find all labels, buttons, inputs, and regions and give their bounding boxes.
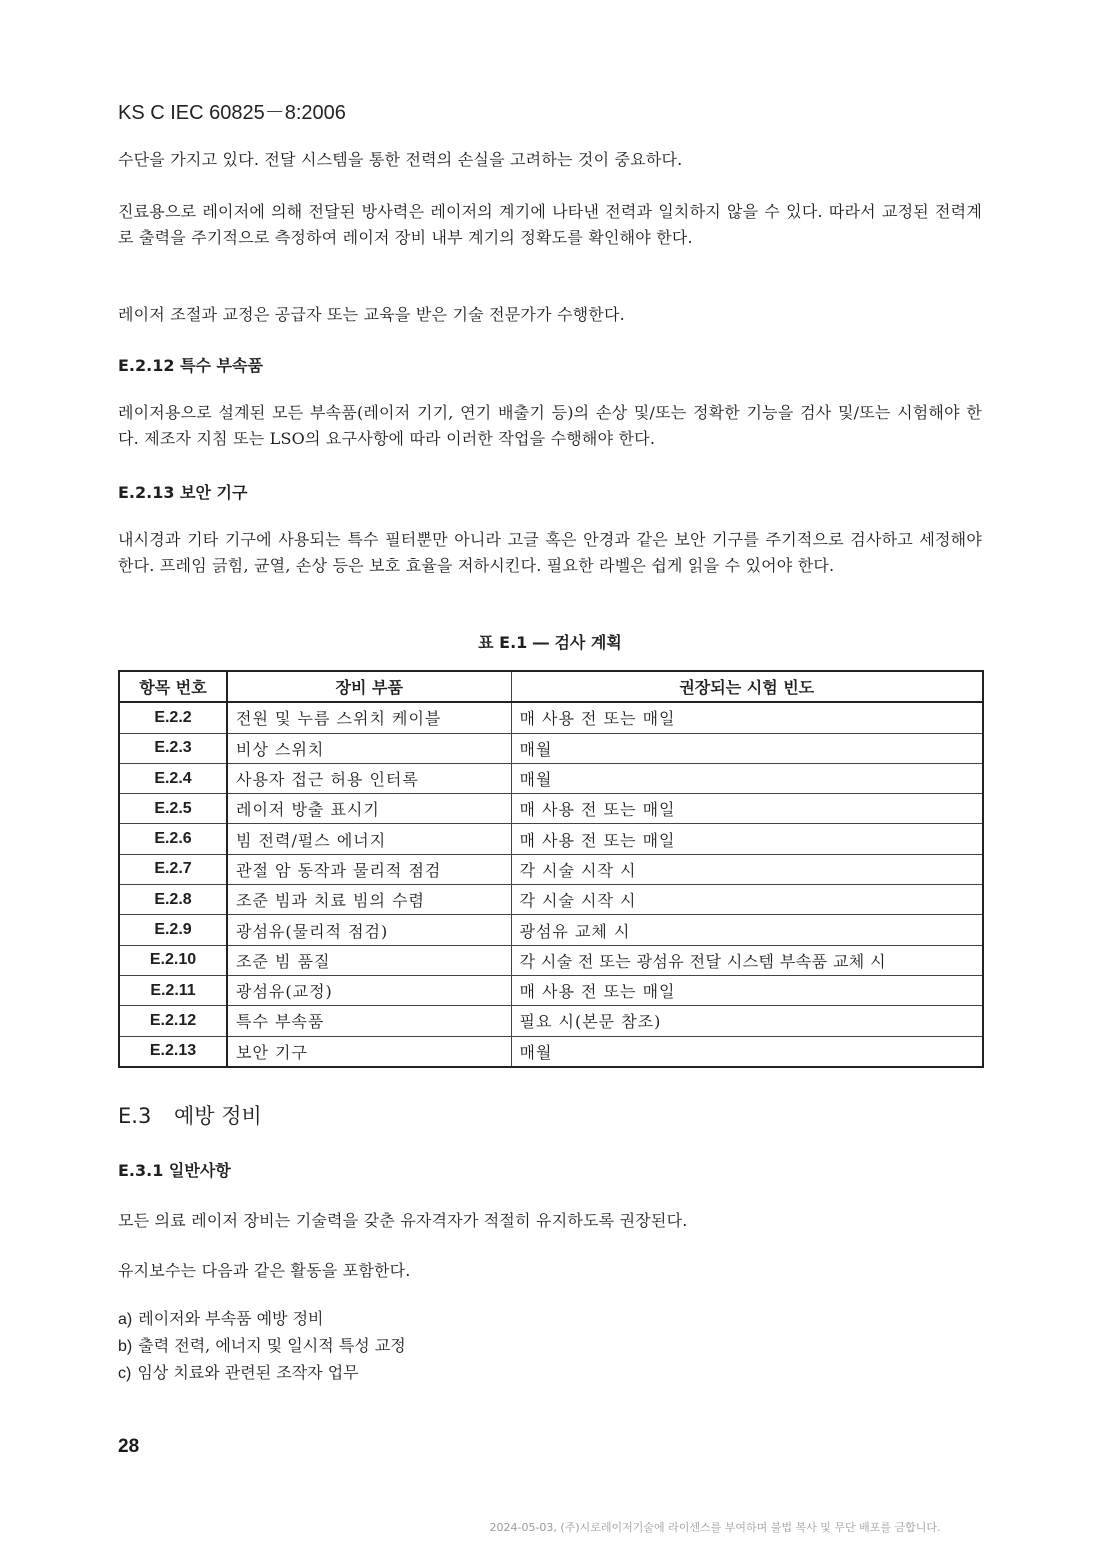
- test-frequency-cell: 광섬유 교체 시: [511, 915, 983, 945]
- column-header-item: 항목 번호: [119, 671, 227, 702]
- table-row: [119, 885, 983, 915]
- item-number-cell: E.2.11: [119, 975, 227, 1005]
- page-number: 28: [118, 1436, 140, 1457]
- list-item: [118, 1360, 406, 1387]
- table-row: [119, 763, 983, 793]
- list-item-text: 출력 전력, 에너지 및 일시적 특성 교정: [138, 1336, 406, 1355]
- test-frequency-cell: 각 시술 시작 시: [511, 854, 983, 884]
- table-row: [119, 733, 983, 763]
- paragraph-5: 내시경과 기타 기구에 사용되는 특수 필터뿐만 아니라 고글 혹은 안경과 같은 보안 기구를 주기적으로 검사하고 세정해야 한다. 프레임 긁힘, 균열, 손상 등은 보호 효율을 저하시킨다. 필요한 라벨은 쉽게 읽을 수 있어야 한다.: [118, 530, 982, 575]
- test-frequency-cell: 각 시술 전 또는 광섬유 전달 시스템 부속품 교체 시: [511, 945, 983, 975]
- equipment-part-cell: 빔 전력/펄스 에너지: [227, 824, 511, 854]
- equipment-part-cell: 사용자 접근 허용 인터록: [227, 763, 511, 793]
- table-row: [119, 975, 983, 1005]
- section-title: 예방 정비: [174, 1104, 262, 1128]
- paragraph-1: 수단을 가지고 있다. 전달 시스템을 통한 전력의 손실을 고려하는 것이 중요하다.: [118, 150, 683, 169]
- equipment-part-cell: 조준 빔과 치료 빔의 수렴: [227, 885, 511, 915]
- table-row: [119, 824, 983, 854]
- test-frequency-cell: 필요 시(본문 참조): [511, 1006, 983, 1036]
- paragraph-3: 레이저 조절과 교정은 공급자 또는 교육을 받은 기술 전문가가 수행한다.: [118, 305, 625, 324]
- list-item: [118, 1333, 406, 1360]
- item-number-cell: E.2.6: [119, 824, 227, 854]
- paragraph-6: 모든 의료 레이저 장비는 기술력을 갖춘 유자격자가 적절히 유지하도록 권장된다.: [118, 1211, 688, 1230]
- license-footer: [0, 1519, 1100, 1535]
- subsection-heading-e31: [118, 1158, 231, 1181]
- license-footer-text: 2024-05-03, (주)시로레이저기술에 라이센스를 부여하며 불법 복사 및 무단 배포를 금합니다.: [489, 1521, 941, 1534]
- activity-list: [118, 1306, 406, 1387]
- item-number-cell: E.2.4: [119, 763, 227, 793]
- paragraph-7: 유지보수는 다음과 같은 활동을 포함한다.: [118, 1261, 411, 1280]
- list-item: [118, 1306, 406, 1333]
- table-row: [119, 915, 983, 945]
- item-number-cell: E.2.3: [119, 733, 227, 763]
- equipment-part-cell: 광섬유(물리적 점검): [227, 915, 511, 945]
- column-header-frequency: 권장되는 시험 빈도: [511, 671, 983, 702]
- test-frequency-cell: 매 사용 전 또는 매일: [511, 975, 983, 1005]
- inspection-plan-table: [118, 670, 984, 1068]
- equipment-part-cell: 비상 스위치: [227, 733, 511, 763]
- equipment-part-cell: 조준 빔 품질: [227, 945, 511, 975]
- subsection-heading-e213: E.2.13 보안 기구: [118, 483, 248, 502]
- list-marker: b): [118, 1338, 133, 1355]
- list-marker: c): [118, 1365, 132, 1382]
- item-number-cell: E.2.7: [119, 854, 227, 884]
- document-id-header: KS C IEC 60825－8:2006: [118, 102, 346, 124]
- table-row: [119, 702, 983, 733]
- list-marker: a): [118, 1311, 133, 1328]
- test-frequency-cell: 매 사용 전 또는 매일: [511, 702, 983, 733]
- column-header-part: 장비 부품: [227, 671, 511, 702]
- test-frequency-cell: 매 사용 전 또는 매일: [511, 794, 983, 824]
- table-caption: 표 E.1 ― 검사 계획: [478, 633, 622, 652]
- table-header-row: [119, 671, 983, 702]
- equipment-part-cell: 특수 부속품: [227, 1006, 511, 1036]
- item-number-cell: E.2.10: [119, 945, 227, 975]
- test-frequency-cell: 매월: [511, 1036, 983, 1067]
- equipment-part-cell: 보안 기구: [227, 1036, 511, 1067]
- table-row: [119, 794, 983, 824]
- item-number-cell: E.2.8: [119, 885, 227, 915]
- subsection-heading-e31-text: E.3.1 일반사항: [118, 1161, 231, 1180]
- test-frequency-cell: 매월: [511, 733, 983, 763]
- subsection-heading-e212: E.2.12 특수 부속품: [118, 356, 263, 375]
- paragraph-2: 진료용으로 레이저에 의해 전달된 방사력은 레이저의 계기에 나타낸 전력과 일치하지 않을 수 있다. 따라서 교정된 전력계로 출력을 주기적으로 측정하여 레이저 장비 내부 계기의 정확도를 확인해야 한다.: [118, 202, 982, 247]
- item-number-cell: E.2.12: [119, 1006, 227, 1036]
- test-frequency-cell: 각 시술 시작 시: [511, 885, 983, 915]
- section-heading-e3: [118, 1100, 262, 1130]
- equipment-part-cell: 광섬유(교정): [227, 975, 511, 1005]
- test-frequency-cell: 매 사용 전 또는 매일: [511, 824, 983, 854]
- item-number-cell: E.2.13: [119, 1036, 227, 1067]
- table-row: [119, 854, 983, 884]
- section-number: E.3: [118, 1104, 152, 1128]
- table-row: [119, 1006, 983, 1036]
- item-number-cell: E.2.9: [119, 915, 227, 945]
- equipment-part-cell: 전원 및 누름 스위치 케이블: [227, 702, 511, 733]
- equipment-part-cell: 레이저 방출 표시기: [227, 794, 511, 824]
- equipment-part-cell: 관절 암 동작과 물리적 점검: [227, 854, 511, 884]
- item-number-cell: E.2.5: [119, 794, 227, 824]
- list-item-text: 임상 치료와 관련된 조작자 업무: [137, 1363, 359, 1382]
- test-frequency-cell: 매월: [511, 763, 983, 793]
- list-item-text: 레이저와 부속품 예방 정비: [138, 1309, 324, 1328]
- table-row: [119, 945, 983, 975]
- paragraph-4: 레이저용으로 설계된 모든 부속품(레이저 기기, 연기 배출기 등)의 손상 및/또는 정확한 기능을 검사 및/또는 시험해야 한다. 제조자 지침 또는 LSO의 요구사항에 따라 이러한 작업을 수행해야 한다.: [118, 403, 982, 448]
- table-row: [119, 1036, 983, 1067]
- item-number-cell: E.2.2: [119, 702, 227, 733]
